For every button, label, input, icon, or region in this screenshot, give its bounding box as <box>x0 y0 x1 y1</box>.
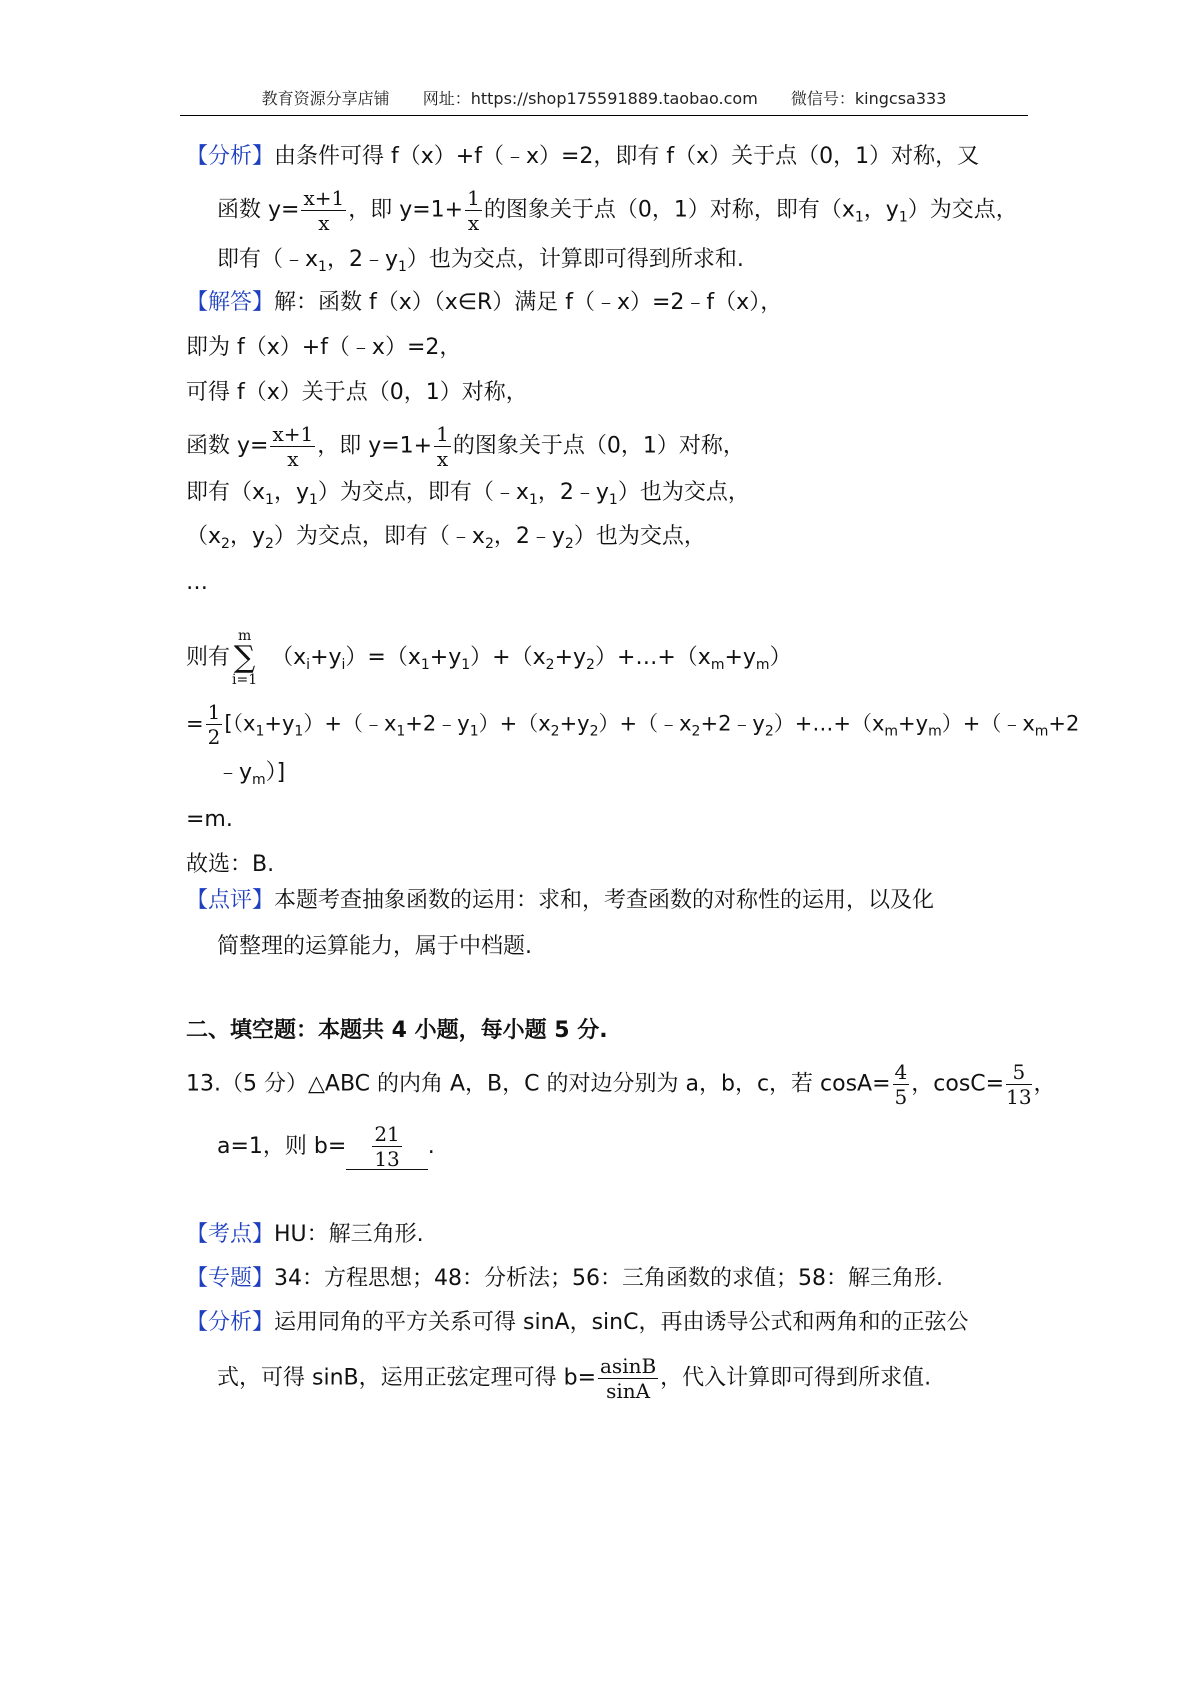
fraction-asinB-over-sinA: $\frac{asinB}{\sin A}$ <box>600 1354 657 1403</box>
analysis-tag: 【分析】 <box>186 144 275 169</box>
solution-line-7: … <box>186 570 208 595</box>
solution-line-8: 则有 m ∑ i=1 $(x_i+y_i)=(x_1+y_1)+(x_2+y_2)+\dots+(x_m+y_m)$ <box>186 628 792 688</box>
q13-line-1: 13.（5 分）△ABC 的内角 A，B，C 的对边分别为 a，b，c，若 cosA= $\frac{4}{5}$ ，cosC= $\frac{5}{13}$ ， <box>186 1060 1056 1109</box>
fraction-4-over-5: $\frac{4}{5}$ <box>894 1060 908 1109</box>
fraction-21-over-13: $\frac{21}{13}$ <box>374 1122 400 1171</box>
comment-line-2: 简整理的运算能力，属于中档题. <box>217 934 532 959</box>
fraction-1-over-x: $\frac{1}{x}$ <box>467 186 480 235</box>
analysis2-line-2: 式，可得 sinB，运用正弦定理可得 b= $\frac{asinB}{\sin A}$ ，代入计算即可得到所求值. <box>217 1354 932 1403</box>
solution-line-6: （$x_2$，$y_2$）为交点，即有（$﹣x_2$，$2﹣y_2$）也为交点， <box>186 524 706 552</box>
header-wechat: 微信号：kingcsa333 <box>790 89 947 108</box>
solution-line-1: 【解答】解：函数 f（x）（x∈R）满足 f（﹣x）=2﹣f（x）， <box>186 290 783 315</box>
header-url: 网址：https://shop175591889.taobao.com <box>422 89 758 108</box>
answer-blank <box>346 1124 427 1170</box>
fraction-1-over-x: $\frac{1}{x}$ <box>436 422 449 471</box>
solution-line-2: 即为 f（x）+f（﹣x）=2， <box>186 335 462 360</box>
q13-line-2: a=1，则 b= $\frac{21}{13}$ . <box>217 1122 435 1171</box>
fraction-1-over-2: $\frac{1}{2}$ <box>207 700 221 749</box>
header-shop: 教育资源分享店铺 <box>261 89 390 108</box>
solution-line-11: =m. <box>186 807 233 832</box>
analysis-line-2: 函数 y= $\frac{x+1}{x}$ ，即 y=1+ $\frac{1}{x}$ 的图象关于点（0，1）对称，即有（$x_1$，$y_1$）为交点， <box>217 186 1018 235</box>
solution-line-9: = $\frac{1}{2}$ [$(x_1+y_1)+(﹣x_1+2﹣y_1)+(x_2+y_2)+(﹣x_2+2﹣y_2)+\dots+(x_m+y_m)+(﹣x_m+2$ <box>186 700 1080 749</box>
solution-tag: 【解答】 <box>186 290 275 315</box>
analysis2-tag: 【分析】 <box>186 1310 275 1335</box>
solution-line-3: 可得 f（x）关于点（0，1）对称， <box>186 380 528 405</box>
solution-line-12: 故选：B. <box>186 852 275 877</box>
analysis-line-1: 【分析】由条件可得 f（x）+f（﹣x）=2，即有 f（x）关于点（0，1）对称，又 <box>186 144 980 169</box>
analysis2-line-1: 【分析】运用同角的平方关系可得 sinA，sinC，再由诱导公式和两角和的正弦公 <box>186 1310 969 1335</box>
summation-symbol: m ∑ i=1 <box>232 628 258 688</box>
kaodian-line: 【考点】HU：解三角形. <box>186 1222 424 1247</box>
page-header <box>180 86 1028 116</box>
solution-line-4: 函数 y= $\frac{x+1}{x}$ ，即 y=1+ $\frac{1}{x}$ 的图象关于点（0，1）对称， <box>186 422 745 471</box>
kaodian-tag: 【考点】 <box>186 1222 275 1247</box>
fraction-x-plus-1-over-x: $\frac{x+1}{x}$ <box>272 422 314 471</box>
fraction-x-plus-1-over-x: $\frac{x+1}{x}$ <box>303 186 345 235</box>
analysis-line-3: 即有（$﹣x_1$，$2﹣y_1$）也为交点，计算即可得到所求和. <box>217 247 744 275</box>
comment-line-1: 【点评】本题考查抽象函数的运用：求和，考查函数的对称性的运用，以及化 <box>186 888 935 913</box>
solution-line-5: 即有（$x_1$，$y_1$）为交点，即有（$﹣x_1$，$2﹣y_1$）也为交点， <box>186 480 750 508</box>
fraction-5-over-13: $\frac{5}{13}$ <box>1006 1060 1032 1109</box>
zhuanti-line: 【专题】34：方程思想；48：分析法；56：三角函数的求值；58：解三角形. <box>186 1266 943 1291</box>
zhuanti-tag: 【专题】 <box>186 1266 275 1291</box>
comment-tag: 【点评】 <box>186 888 275 913</box>
section-title: 二、填空题：本题共 4 小题，每小题 5 分. <box>186 1018 608 1043</box>
solution-line-10: $﹣y_m$）] <box>217 760 286 788</box>
